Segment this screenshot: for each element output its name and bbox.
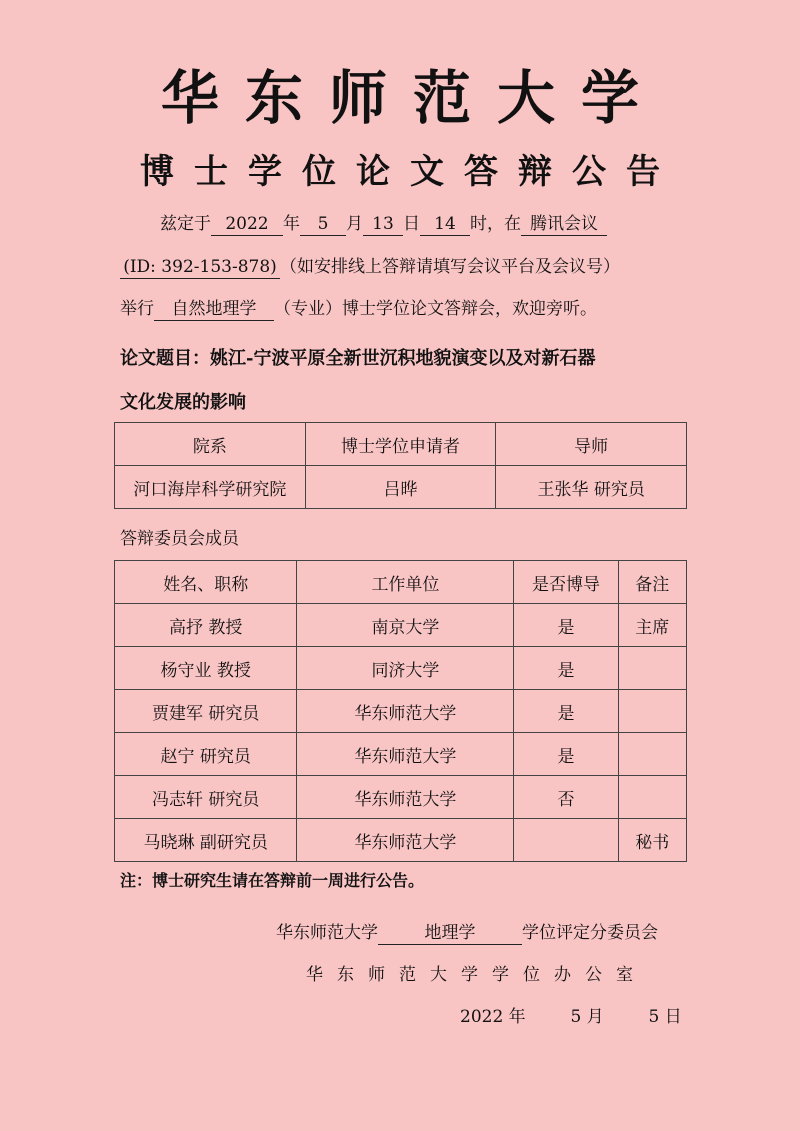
cell-remark [618,690,687,733]
document-title: 博士学位论文答辩公告 [140,152,680,192]
cell-unit: 同济大学 [297,647,514,690]
announcement-prefix: 兹定于 [160,214,211,234]
committee-table [114,560,687,862]
issue-year: 2022 [460,1007,504,1027]
header-department: 院系 [115,423,306,466]
cell-remark: 主席 [618,604,687,647]
date-day: 13 [363,213,403,236]
month-unit: 月 [346,214,363,234]
header-is-supervisor: 是否博导 [514,561,618,604]
cell-applicant: 吕晔 [305,466,496,509]
cell-is-supervisor: 否 [514,776,618,819]
issue-day-unit: 日 [664,1007,682,1027]
committee-label: 答辩委员会成员 [120,529,239,549]
hour-unit: 时，在 [470,214,521,234]
cell-is-supervisor: 是 [514,604,618,647]
announcement-line-2 [120,252,620,282]
cell-unit: 华东师范大学 [297,690,514,733]
cell-name: 冯志轩 研究员 [115,776,297,819]
cell-unit: 华东师范大学 [297,733,514,776]
issue-date [460,1004,682,1030]
announcement-line-1 [160,209,607,239]
table-row [115,776,687,819]
header-supervisor: 导师 [496,423,687,466]
issue-month-unit: 月 [586,1007,604,1027]
cell-remark [618,647,687,690]
applicant-info-table [114,422,687,509]
table-row [115,733,687,776]
cell-name: 赵宁 研究员 [115,733,297,776]
cell-remark [618,776,687,819]
cell-supervisor: 王张华 研究员 [496,466,687,509]
cell-unit: 华东师范大学 [297,776,514,819]
cell-department: 河口海岸科学研究院 [115,466,306,509]
cell-unit: 南京大学 [297,604,514,647]
thesis-title-line-1: 论文题目：姚江-宁波平原全新世沉积地貌演变以及对新石器 [120,348,596,369]
committee-prefix: 华东师范大学 [276,923,378,943]
issue-year-unit: 年 [508,1007,526,1027]
held-suffix: （专业）博士学位论文答辩会，欢迎旁听。 [274,299,597,319]
year-unit: 年 [283,214,300,234]
cell-remark: 秘书 [618,819,687,862]
day-unit: 日 [403,214,420,234]
major: 自然地理学 [154,298,274,321]
cell-remark [618,733,687,776]
announcement-line-3 [120,294,597,324]
header-unit: 工作单位 [297,561,514,604]
table-row [115,466,687,509]
committee-signature [276,920,658,946]
committee-suffix: 学位评定分委员会 [522,923,658,943]
committee-subject: 地理学 [378,922,522,945]
thesis-title-line-2: 文化发展的影响 [120,392,246,413]
held-prefix: 举行 [120,299,154,319]
cell-name: 高抒 教授 [115,604,297,647]
meeting-id: (ID: 392-153-878) [120,256,280,279]
date-month: 5 [300,213,346,236]
cell-name: 杨守业 教授 [115,647,297,690]
table-row [115,690,687,733]
issue-day: 5 [648,1007,660,1027]
hour: 14 [420,213,470,236]
cell-is-supervisor [514,819,618,862]
cell-is-supervisor: 是 [514,690,618,733]
table-row [115,647,687,690]
table-header-row [115,423,687,466]
header-name: 姓名、职称 [115,561,297,604]
cell-is-supervisor: 是 [514,733,618,776]
date-year: 2022 [211,213,283,236]
cell-is-supervisor: 是 [514,647,618,690]
table-header-row [115,561,687,604]
header-applicant: 博士学位申请者 [305,423,496,466]
table-row [115,604,687,647]
cell-name: 贾建军 研究员 [115,690,297,733]
issue-month: 5 [570,1007,582,1027]
table-row [115,819,687,862]
cell-name: 马晓琳 副研究员 [115,819,297,862]
footnote: 注：博士研究生请在答辩前一周进行公告。 [120,871,425,890]
cell-unit: 华东师范大学 [297,819,514,862]
meeting-note: （如安排线上答辩请填写会议平台及会议号） [280,257,620,277]
venue: 腾讯会议 [521,213,607,236]
university-name: 华东师范大学 [160,64,665,132]
degree-office: 华东师范大学学位办公室 [306,965,647,985]
header-remark: 备注 [618,561,687,604]
